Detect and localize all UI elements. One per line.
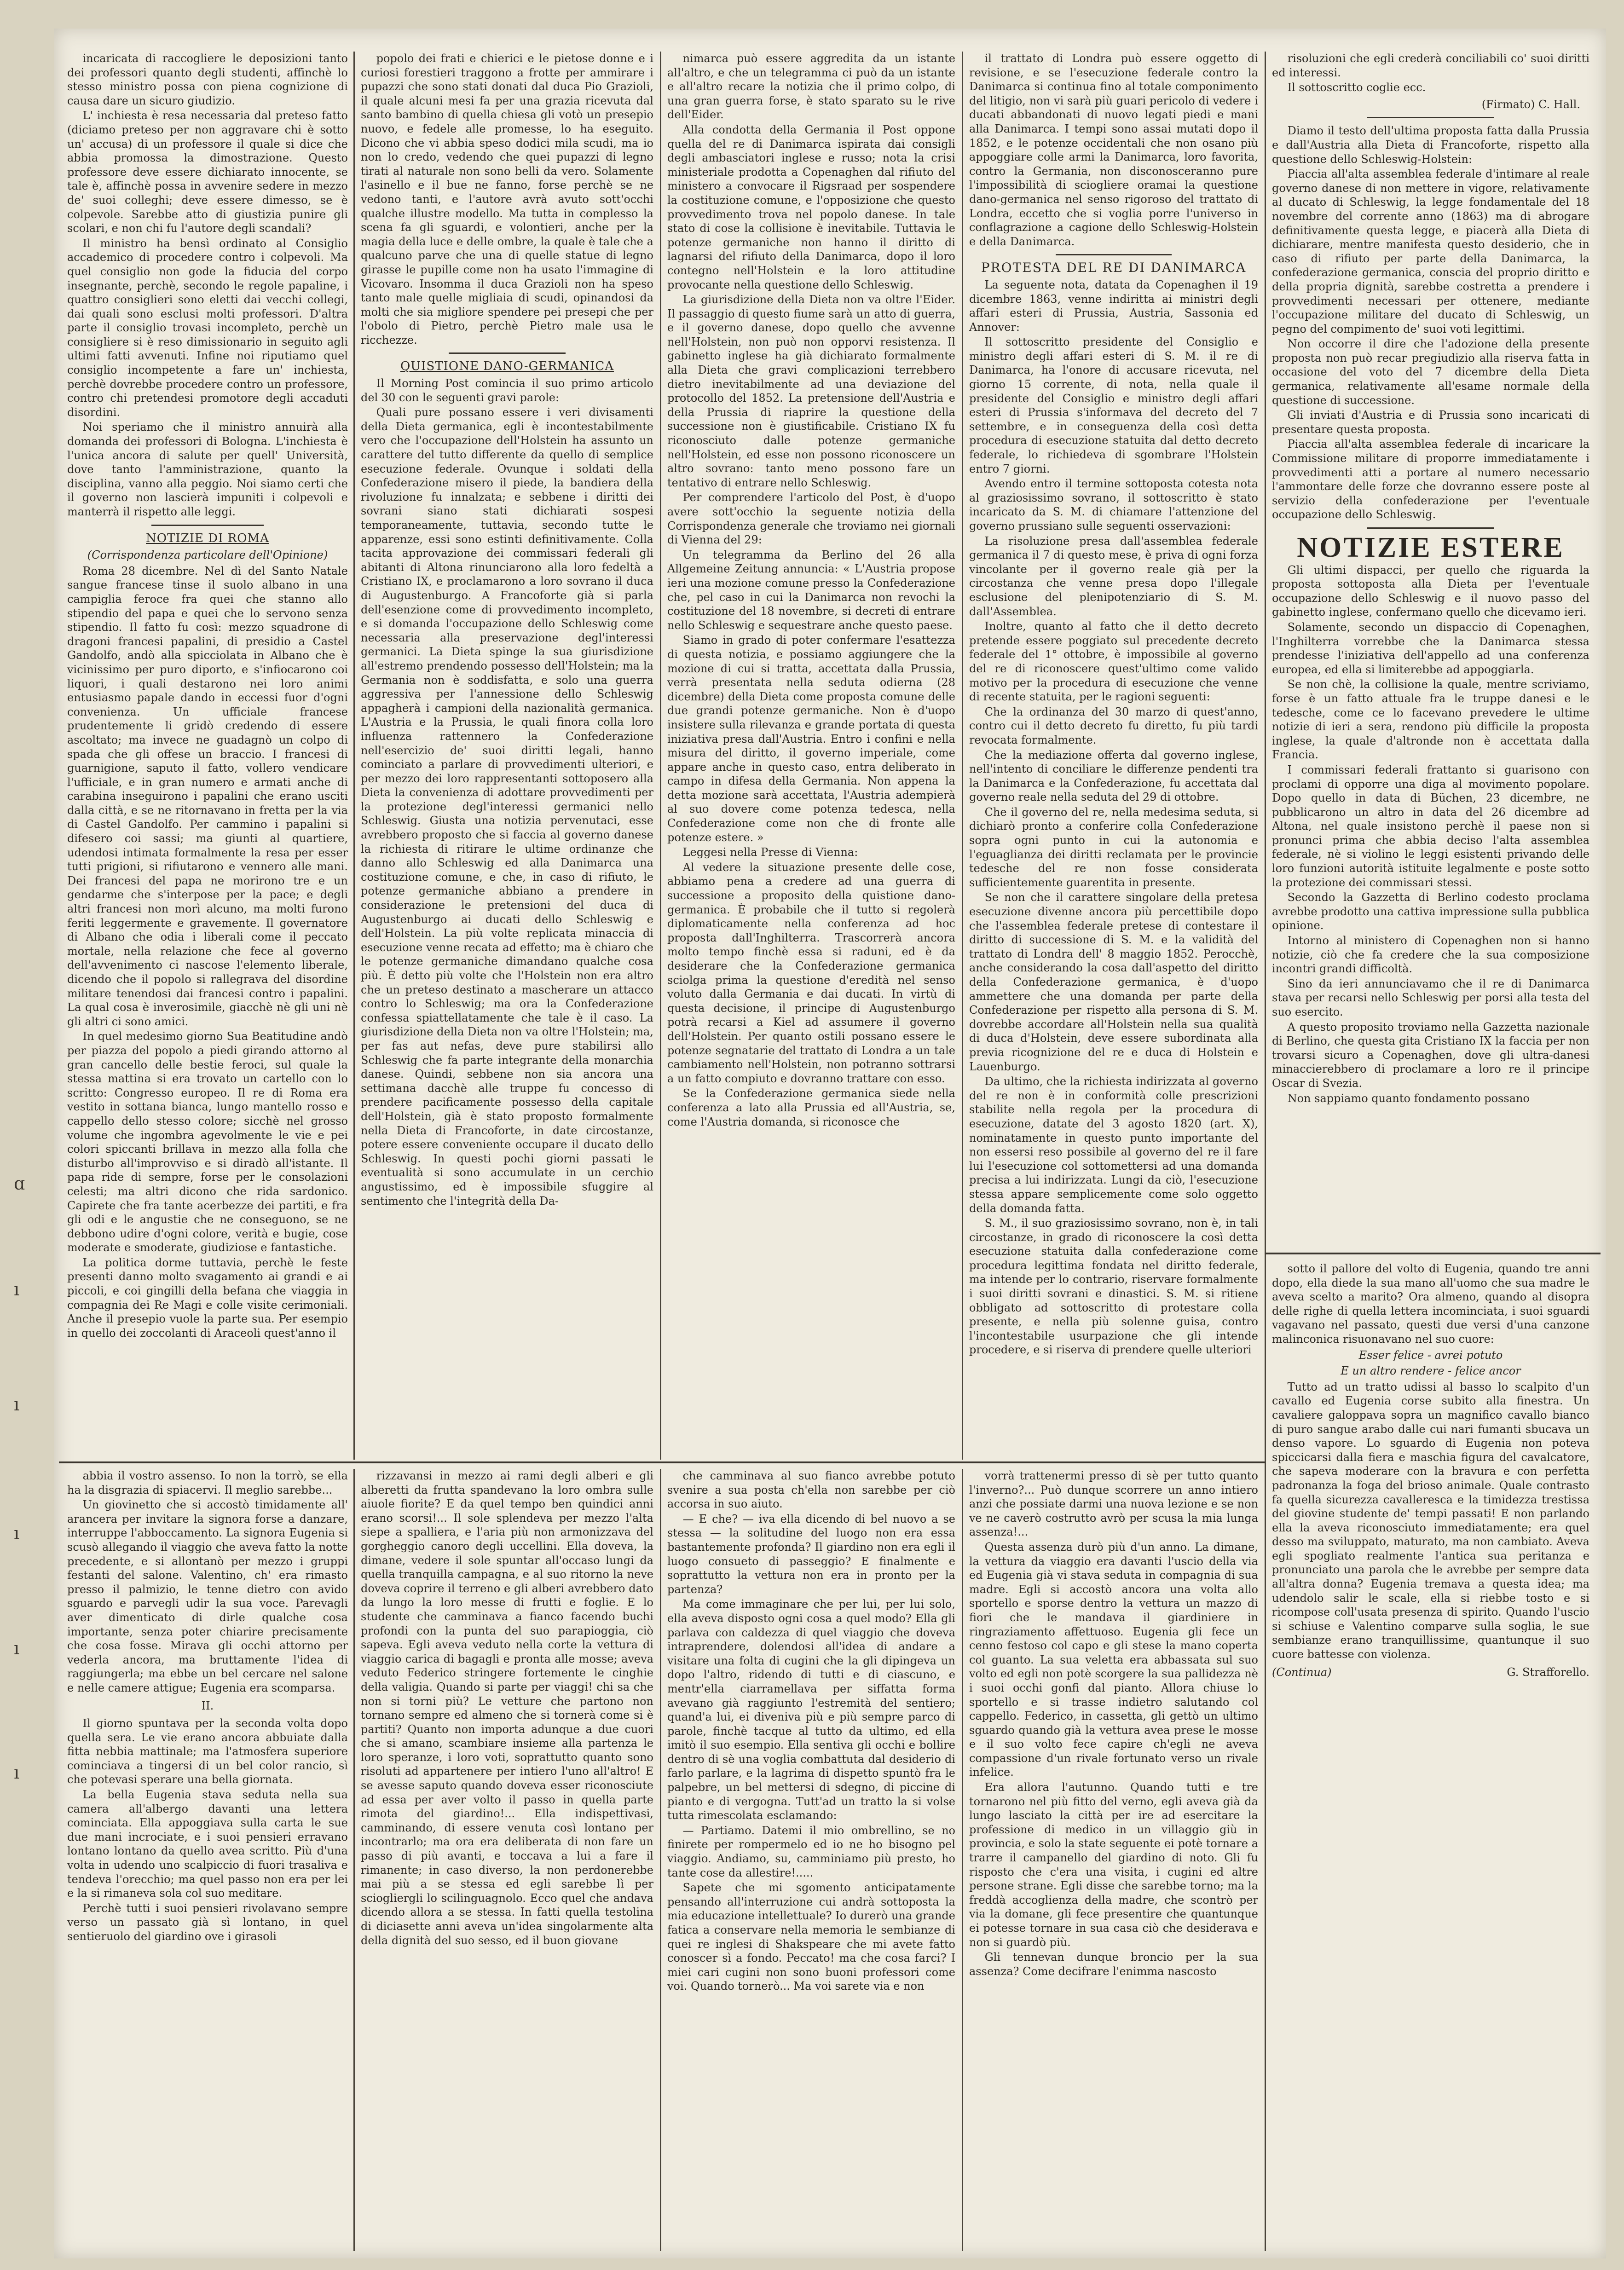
column-2-bottom bbox=[361, 1469, 653, 2251]
paragraph: Gli ultimi dispacci, per quello che riguarda la proposta sottoposta alla Dieta per l'eventuale occupazione dello Schleswig e il nuovo passo del gabinetto inglese, confermano quello che dicevamo ieri. bbox=[1272, 563, 1589, 619]
paragraph: Quali pure possano essere i veri divisamenti della Dieta germanica, egli è incontestabilmente vero che l'occupazione dell'Holstein ha assunto un carattere del tutto differente da quello di semplice esecuzione federale. Ovunque i soldati della Confederazione misero il piede, la bandiera della rivoluzione fu innalzata; e sebbene i diritti dei sovrani siano stati dichiarati sospesi temporaneamente, tuttavia, secondo tutte le apparenze, essi sono estinti definitivamente. Colla tacita approvazione dei commissari federali gli abitanti di Altona rinunciarono alla loro fedeltà a Cristiano IX, e proclamarono a loro sovrano il duca di Augustenburgo. A Francoforte già si parla dell'esenzione come di provvedimento incompleto, e si domanda l'occupazione dello Schleswig come necessaria alla preservazione degl'interessi germanici. La Dieta spinge la sua giurisdizione all'estremo prendendo possesso dell'Holstein; ma la Germania non è soddisfatta, e solo una guerra aggressiva per l'annessione dello Schleswig appagherà i campioni della nazionalità germanica. L'Austria e la Prussia, le quali finora colla loro influenza rattennero la Confederazione nell'esercizio de' suoi diritti legali, hanno cominciato a parlare di provvedimenti ulteriori, e per mezzo dei loro rappresentanti sottoposero alla Dieta la convenienza di adottare provvedimenti per la protezione degl'interessi germanici nello Schleswig. Giusta una notizia pervenutaci, esse avrebbero proposto che si faccia al governo danese la richiesta di ritirare le ultime ordinanze che danno allo Schleswig ed alla Danimarca una costituzione comune, e che, in caso di rifiuto, le potenze germaniche abbiano a prendere in considerazione le pretensioni del duca di Augustenburgo ai ducati dello Schleswig e dell'Holstein. La più volte replicata minaccia di esecuzione venne recata ad effetto; ma è chiaro che le potenze germaniche dimandano qualche cosa più. È detto più volte che l'Holstein non era altro che un preteso destinato a mascherare un attacco contro lo Schleswig; ma ora la Confederazione confessa spiattellatamente che tale è il caso. La giurisdizione della Dieta non va oltre l'Holstein; ma, per fas aut nefas, deve pure stabilirsi allo Schleswig che fa parte integrante della monarchia danese. Quindi, sebbene non sia ancora una settimana dacchè alle truppe fu concesso di prendere pacificamente possesso della capitale dell'Holstein, già è stato proposto formalmente nella Dieta di Francoforte, in date circostanze, potere essere conveniente occupare il ducato dello Schleswig. In questi pochi giorni passati le eventualità si sono accumulate in un cerchio angustissimo, ed è impossibile sfuggire al sentimento che l'integrità della Da- bbox=[361, 406, 653, 1207]
paragraph: Gli inviati d'Austria e di Prussia sono incaricati di presentare questa proposta. bbox=[1272, 409, 1589, 436]
paragraph: Sapete che mi sgomento anticipatamente pensando all'interruzione cui andrà sottoposta la mia educazione intellettuale? Io durerò una grande fatica a conservare nella memoria le sembianze di quei re inglesi di Shakspeare che mi avete fatto conoscer sì a fondo. Peccato! ma che cosa farci? I miei cari cugini non sono buoni professori come voi. Quando tornerò... Ma voi sarete via e non bbox=[667, 1881, 955, 1993]
section-divider bbox=[449, 352, 566, 354]
paragraph: Siamo in grado di poter confermare l'esattezza di questa notizia, e possiamo aggiungere che la mozione di cui si tratta, accettata dalla Prussia, verrà presentata nella seduta odierna (28 dicembre) della Dieta come proposta comune delle due grandi potenze germaniche. Non è d'uopo insistere sulla rilevanza e grande portata di questa iniziativa presa dall'Austria. Entro i confini e nella misura del diritto, il governo imperiale, come appare anche in questo caso, entra deliberato in campo in difesa della Germania. Non appena la detta mozione sarà accettata, l'Austria adempierà al suo dovere come potenza tedesca, nella Confederazione come non che di fronte alle potenze estere. » bbox=[667, 634, 955, 844]
edge-mark: ı bbox=[14, 1523, 20, 1543]
column-1-top bbox=[67, 52, 348, 1460]
paragraph: Il sottoscritto coglie ecc. bbox=[1287, 81, 1426, 94]
paragraph: Il Morning Post comincia il suo primo articolo del 30 con le seguenti gravi parole: bbox=[361, 377, 653, 404]
paragraph: Avendo entro il termine sottoposta cotesta nota al graziosissimo sovrano, il sottoscritto è stato incaricato da S. M. di chiamare l'attenzione del governo prussiano sulle seguenti osservazioni: bbox=[969, 477, 1258, 532]
edge-mark: ı bbox=[14, 1279, 20, 1300]
paragraph: rizzavansi in mezzo ai rami degli alberi e gli alberetti da frutta spandevano la loro ombra sulle aiuole fiorite? E da quel tempo ben quindici anni erano scorsi!... Il sole splendeva per mezzo l'alta siepe a spalliera, e l'aria più non armonizzava del gorgheggio canoro degli uccellini. Ella doveva, la dimane, vedere il sole spuntar all'occaso lungi da quella tranquilla campagna, e al suo ritorno la neve doveva coprire il terreno e gli alberi avrebbero dato da lungo la loro messe di frutti e foglie. E lo studente che camminava a fianco facendo buchi profondi con la punta del suo parapioggia, ciò sapeva. Egli aveva veduto nella corte la vettura di viaggio carica di bagagli e pronta alle mosse; aveva veduto Federico stringere fortemente le cinghie della valigia. Quando si parte per viaggi! chi sa che non si torni più? Le vetture che partono non tornano sempre ed almeno che si tornerà come si è partiti? Quanto non importa adunque a due cuori che si amano, scambiare insieme alla partenza le loro speranze, i loro voti, soprattutto quanto sono risoluti ad appartenere per intiero l'uno all'altro! E se avesse saputo quando doveva esser riconosciute ad essa per aver volto il passo in quella parte rimota del giardino!... Ella indispettivasi, camminando, di essere venuta così lontano per incontrarlo; ma ora era deliberata di non fare un passo di più avanti, e toccava a lui a fare il rimanente; in caso diverso, la non perdonerebbe mai più a se stessa ed egli sarebbe lì per sciogliergli lo scilinguagnolo. Ecco quel che andava dicendo allora a se stessa. In fatti quella testolina di diciasette anni aveva un'idea singolarmente alta della dignità del suo sesso, ed il buon giovane bbox=[361, 1469, 653, 1947]
section-divider bbox=[1367, 527, 1494, 529]
paragraph: Ma come immaginare che per lui, per lui solo, ella aveva disposto ogni cosa a quel modo? Ella gli parlava con caldezza di quel viaggio che doveva intraprendere, dolendosi all'idea di andare a visitare una folta di cugini che la gli dipingeva un dopo l'altro, ridendo di tutti e di ciascuno, e mentr'ella ciarramellava per siffatta forma avevano già raggiunto l'estremità del sentiero; quand'a lui, ei diveniva più e più sempre parco di parole, finchè tacque al tutto da ultimo, ed ella imitò il suo esempio. Ella sentiva gli occhi e bollire dentro di sè una voglia combattuta dal desiderio di farlo parlare, e la lagrima di dispetto spuntò fra le palpebre, un bel mettersi di sdegno, di piccine di pianto e di vergogna. Tutt'ad un tratto la si volse tutta rimescolata esclamando: bbox=[667, 1598, 955, 1822]
paragraph: La risoluzione presa dall'assemblea federale germanica il 7 di questo mese, è priva di ogni forza vincolante per il governo reale già per la circostanza che venne presa dopo l'illegale esclusione del plenipotenziario di S. M. dall'Assemblea. bbox=[969, 534, 1258, 618]
verse-line: Esser felice - avrei potuto bbox=[1358, 1348, 1503, 1362]
continua-note: (Continua) bbox=[1272, 1665, 1332, 1679]
edge-mark: ı bbox=[14, 1762, 20, 1783]
notizie-estere-heading: NOTIZIE ESTERE bbox=[1297, 532, 1565, 563]
column-rule bbox=[962, 1469, 963, 2251]
column-5-top bbox=[1272, 52, 1589, 1248]
paragraph: Intorno al ministero di Copenaghen non si hanno notizie, ciò che fa credere che la sua composizione incontri grandi difficoltà. bbox=[1272, 934, 1589, 976]
quistione-heading: QUISTIONE DANO-GERMANICA bbox=[400, 359, 614, 374]
paragraph: Non occorre il dire che l'adozione della presente proposta non può recar pregiudizio alla riserva fatta in occasione del voto del 7 dicembre della Dieta germanica, relativamente all'esame normale della questione di successione. bbox=[1272, 337, 1589, 407]
paragraph: abbia il vostro assenso. Io non la torrò, se ella ha la disgrazia di spiacervi. Il meglio sarebbe... bbox=[67, 1469, 348, 1496]
protesta-heading: PROTESTA DEL RE DI DANIMARCA bbox=[981, 260, 1247, 276]
paragraph: Il sottoscritto presidente del Consiglio e ministro degli affari esteri di S. M. il re di Danimarca, ha l'onore di accusare ricevuta, nel giorno 15 corrente, di nota, nella quale il presidente del Consiglio e ministro degli affari esteri di Prussia s'informava del decreto del 7 settembre, e in conseguenza della così detta procedura di esecuzione statuita dal detto decreto federale, lo richiedeva di sgombrare l'Holstein entro 7 giorni. bbox=[969, 335, 1258, 475]
roma-heading: NOTIZIE DI ROMA bbox=[146, 531, 269, 545]
column-2-top bbox=[361, 52, 653, 1460]
paragraph: che camminava al suo fianco avrebbe potuto svenire a sua posta ch'ella non sarebbe per ciò accorsa in suo aiuto. bbox=[667, 1469, 955, 1511]
paragraph: Solamente, secondo un dispaccio di Copenaghen, l'Inghilterra vorrebbe che la Danimarca stessa prendesse l'iniziativa dell'appello ad una conferenza europea, ed ella si limiterebbe ad appoggiarla. bbox=[1272, 620, 1589, 676]
paragraph: — Partiamo. Datemi il mio ombrellino, se no finirete per rompermelo ed io ne ho bisogno pel viaggio. Andiamo, su, camminiamo più presto, ho tante cose da allestire!..... bbox=[667, 1824, 955, 1879]
paragraph: I commissari federali frattanto si guarisono con proclami di opporre una diga al movimento popolare. Dopo quello in data di Büchen, 23 dicembre, ne pubblicarono un altro in data del 26 dicembre ad Altona, nel quale insistono perchè il paese non si pronunci prima che abbia deciso l'alta assemblea federale, nè si violino le leggi esistenti privando delle loro funzioni autorità istituite legalmente e poste sotto la protezione dei commissari stessi. bbox=[1272, 763, 1589, 889]
paragraph: Se non chè, la collisione la quale, mentre scriviamo, forse è un fatto attuale fra le truppe danesi e le tedesche, come ce lo facevano prevedere le ultime notizie di ieri a sera, rendono più difficile la proposta inglese, la quale d'altronde non è accettata dalla Francia. bbox=[1272, 678, 1589, 762]
paragraph: Al vedere la situazione presente delle cose, abbiamo pena a credere ad una guerra di successione a proposito della quistione dano-germanica. È probabile che il tutto si regolerà diplomaticamente nella conferenza ad hoc proposta dall'Inghilterra. Trascorrerà ancora molto tempo finchè essa si raduni, ed è da desiderare che la Confederazione germanica sciolga prima la questione d'eredità nel senso voluto dalla Germania e dai ducati. In virtù di questa decisione, il principe di Augustenburgo potrà recarsi a Kiel ad assumere il governo dell'Holstein. Per quanto ostili possano essere le potenze segnatarie del trattato di Londra a un tale cambiamento nell'Holstein, non potranno sottrarsi a un fatto compiuto e dovranno trattare con esso. bbox=[667, 861, 955, 1085]
paragraph: Secondo la Gazzetta di Berlino codesto proclama avrebbe prodotto una cattiva impressione sulla pubblica opinione. bbox=[1272, 891, 1589, 932]
section-divider bbox=[151, 525, 264, 526]
section-divider bbox=[1367, 117, 1494, 118]
chapter-number: II. bbox=[201, 1699, 214, 1712]
paragraph: La giurisdizione della Dieta non va oltre l'Eider. Il passaggio di questo fiume sarà un atto di guerra, e il governo danese, dopo quello che avvenne nell'Holstein, non può non opporvi resistenza. Il gabinetto inglese ha già dichiarato formalmente alla Dieta che gravi complicazioni terrebbero dietro inevitabilmente ad una deviazione del protocollo del 1852. La pretensione dell'Austria e della Prussia di riaprire la questione della successione non è giustificabile. Cristiano IX fu riconosciuto dalle potenze germaniche nell'Holstein, ed esse non possono riconoscere un altro sovrano: tanto meno possono fare un tentativo di entrare nello Schleswig. bbox=[667, 293, 955, 489]
paragraph: Questa assenza durò più d'un anno. La dimane, la vettura da viaggio era davanti l'uscio della via ed Eugenia già vi stava seduta in compagnia di sua madre. Egli si accostò ancora una volta allo sportello e sporse dentro la vettura un mazzo di fiori che le mandava il giardiniere in ringraziamento affettuoso. Eugenia gli fece un cenno festoso col capo e gli stese la mano coperta col guanto. La sua veletta era abbassata sul suo volto ed egli non potè scorgere la sua pallidezza nè i suoi occhi gonfi dal pianto. Allora chiuse lo sportello e si trasse indietro salutando col cappello. Federico, in cassetta, gli gettò un ultimo sguardo quando già la vettura avea prese le mosse e il suo volto fece capire ch'egli ne aveva compassione d'un rivale fortunato verso un rivale infelice. bbox=[969, 1540, 1258, 1779]
column-1-bottom bbox=[67, 1469, 348, 2251]
paragraph: La seguente nota, datata da Copenaghen il 19 dicembre 1863, venne indiritta ai ministri degli affari esteri di Prussia, Austria, Sassonia ed Annover: bbox=[969, 278, 1258, 334]
paragraph: Il ministro ha bensì ordinato al Consiglio accademico di procedere contro i colpevoli. Ma quel consiglio non gode la fiducia del corpo insegnante, perchè, secondo le regole papaline, i quattro consiglieri sono eletti dai vecchi collegi, dai quali sono esclusi molti professori. D'altra parte il consiglio trovasi incompleto, perchè un consigliere si è reso dimissionario in seguito agli ultimi fatti avvenuti. Infine noi riputiamo quel consiglio incompetente a fare un' inchiesta, perchè dovrebbe procedere contro un professore, contro chi pretendesi promotore degli accaduti disordini. bbox=[67, 237, 348, 419]
paragraph: Alla condotta della Germania il Post oppone quella del re di Danimarca ispirata dai consigli degli ambasciatori inglese e russo; nota la crisi ministeriale prodotta a Copenaghen dal rifiuto del ministero a convocare il Rigsraad per sospendere la costituzione comune, e l'opposizione che questo provvedimento trova nel popolo danese. In tale stato di cose la collisione è inevitabile. Tuttavia le potenze germaniche non hanno il diritto di lagnarsi del rifiuto della Danimarca, dopo il loro contegno nell'Holstein e la loro attitudine provocante nella questione dello Schleswig. bbox=[667, 123, 955, 291]
column-4-top bbox=[969, 52, 1258, 1460]
paragraph: In quel medesimo giorno Sua Beatitudine andò per piazza del popolo a piedi girando attorno al gran cancello delle bestie feroci, sul quale la stessa mattina si era trovato un cartello con lo scritto: Congresso europeo. Il re di Roma era vestito in sottana bianca, lungo mantello rosso e cappello dello stesso colore; sicchè nel grosso volume che ingombra agevolmente le vie e pei colori spiccanti brillava in mezzo alla folla che disturbo all'improvviso e si diradò all'istante. Il papa ride di sempre, forse per le consolazioni celesti; ma altri dicono che rida sardonico. Capirete che fra tante acerbezze dei partiti, e fra gli odi e le angustie che ne conseguono, se ne debbono udire d'ogni colore, verità e bugie, cose moderate e smoderate, giudiziose e fantastiche. bbox=[67, 1030, 348, 1254]
column-rule bbox=[1265, 1257, 1266, 2251]
paragraph: La politica dorme tuttavia, perchè le feste presenti danno molto svagamento ai grandi e ai piccoli, e coi gingilli della befana che viaggia in compagnia dei Re Magi e colle visite cerimoniali. Anche il presepio vuole la parte sua. Per esempio in quello dei zoccolanti di Araceoli quest'anno il bbox=[67, 1256, 348, 1340]
paragraph: Non sappiamo quanto fondamento possano bbox=[1287, 1092, 1530, 1105]
verse-line: E un altro rendere - felice ancor bbox=[1341, 1364, 1521, 1378]
paragraph: Che la ordinanza del 30 marzo di quest'anno, contro cui il detto decreto fu diretto, fu più tardi revocata formalmente. bbox=[969, 705, 1258, 746]
author-signature: G. Strafforello. bbox=[1507, 1665, 1589, 1679]
paragraph: popolo dei frati e chierici e le pietose donne e i curiosi forestieri traggono a frotte per ammirare i pupazzi che sono stati donati dal duca Pio Grazioli, il quale alcuni mesi fa per una grazia ricevuta dal santo bambino di quella chiesa gli votò un presepio nuovo, e fedele alle promesse, lo ha eseguito. Dicono che vi abbia speso dodici mila scudi, ma io non lo credo, vedendo che quei pupazzi di legno tirati al naturale non sono belli da vero. Solamente l'asinello e il bue ne fanno, forse perchè se ne vedono tanti, e l'autore avrà avuto sott'occhi qualche illustre modello. Ma tutta in complesso la scena fa gli sguardi, e volontieri, anche per la magia della luce e delle ombre, la quale è tale che a qualcuno parve che una di quelle statue di legno girasse le pupille come non ha usato l'immagine di Vicovaro. Insomma il duca Grazioli non ha speso tanto male quelle migliaia di scudi, opinandosi da molti che sia migliore spendere pei presepi che per l'obolo di Pietro, perchè Pietro male usa le ricchezze. bbox=[361, 52, 653, 347]
roma-subheading: (Corrispondenza particolare dell'Opinione) bbox=[87, 549, 328, 562]
column-3-top bbox=[667, 52, 955, 1460]
paragraph: Un telegramma da Berlino del 26 alla Allgemeine Zeitung annuncia: « L'Austria propose ieri una mozione comune presso la Confederazione che, pel caso in cui la Danimarca non revochi la costituzione del 18 novembre, si decreti di entrare nello Schleswig e sequestrare anche questo paese. bbox=[667, 548, 955, 632]
paragraph: Un giovinetto che si accostò timidamente all' arancera per invitare la signora forse a danzare, interruppe l'abboccamento. La signora Eugenia si scusò allegando il viaggio che aveva fatto la notte precedente, e si allontanò per mezzo i gruppi festanti del salone. Valentino, ch' era rimasto presso il palmizio, le tenne dietro con avido sguardo e parvegli udir la sua voce. Parevagli aver dimenticato di dirle qualche cosa importante, senza poter chiarire precisamente che cosa fosse. Mirava gli occhi attorno per vederla ancora, ma bruttamente l'idea di raggiungerla; ma ebbe un bel cercare nel salone e nelle camere attigue; Eugenia era scomparsa. bbox=[67, 1498, 348, 1694]
paragraph: Tutto ad un tratto udissi al basso lo scalpito d'un cavallo ed Eugenia corse subito alla finestra. Un cavaliere galoppava sopra un magnifico cavallo bianco di puro sangue arabo dalle cui nari fumanti sbucava un denso vapore. Lo sguardo di Eugenia non poteva spiccicarsi dalla fiera e maschia figura del cavalcatore, che sapeva moderare con la bravura e con perfetta padronanza la foga del brioso animale. Quale contrasto fa quella sicurezza cavalleresca e la timidezza trestissa del giovine studente de' tempi passati! E non parlando ella la aveva riconosciuto immediatamente; era quel desso ma sviluppato, maturato, ma non cambiato. Aveva egli spogliato realmente l'antica sua peritanza e pronunciato una parola che le avrebbe per sempre data all'altra donna? Eugenia tremava a questa idea; ma udendolo salir le scale, ella si riebbe tosto e si ricompose coll'usata presenza di spirito. Quando l'uscio si schiuse e Valentino comparve sulla soglia, le sue sembianze erano tranquillissime, quantunque il suo cuore battesse con violenza. bbox=[1272, 1380, 1589, 1661]
paragraph: Gli tennevan dunque broncio per la sua assenza? Come decifrare l'enimma nascosto bbox=[969, 1951, 1258, 1978]
column-rule bbox=[353, 52, 355, 1460]
column-4-bottom bbox=[969, 1469, 1258, 2251]
signature: (Firmato) C. Hall. bbox=[1481, 98, 1580, 111]
newspaper-page bbox=[54, 29, 1606, 2258]
paragraph: Perchè tutti i suoi pensieri rivolavano sempre verso un passato già sì lontano, in quel sentieruolo del giardino ove i girasoli bbox=[67, 1901, 348, 1943]
paragraph: Che la mediazione offerta dal governo inglese, nell'intento di conciliare le differenze pendenti tra la Danimarca e la Confederazione, fu accettata dal governo reale nella seduta del 29 di ottobre. bbox=[969, 748, 1258, 804]
paragraph: nimarca può essere aggredita da un istante all'altro, e che un telegramma ci può da un istante e all'altro recare la notizia che il primo colpo, di una gran guerra forse, è stato sparato su le rive dell'Eider. bbox=[667, 52, 955, 121]
paragraph: sotto il pallore del volto di Eugenia, quando tre anni dopo, ella diede la sua mano all'uomo che sua madre le aveva scelto a marito? Ora almeno, quando al disopra delle righe di quella lettera incominciata, i suoi sguardi vagavano nel passato, questi due versi d'una canzone malinconica risuonavano nel suo cuore: bbox=[1272, 1262, 1589, 1346]
paragraph: Piaccia all'alta assemblea federale d'intimare al reale governo danese di non mettere in vigore, relativamente al ducato di Schleswig, la legge fondamentale del 18 novembre del corrente anno (1863) ma di abrogare definitivamente questa legge, e piacerà alla Dieta di dichiarare, mentre manifesta questo desiderio, che in caso di rifiuto per parte della Danimarca, la confederazione germanica, conscia del proprio diritto e della propria dignità, sarebbe costretta a prendere i provvedimenti necessari per ottenere, mediante l'occupazione militare del ducato di Schleswig, un pegno del compimento de' suoi voti legittimi. bbox=[1272, 168, 1589, 335]
paragraph: Se la Confederazione germanica siede nella conferenza a lato alla Prussia ed all'Austria, se, come l'Austria domanda, si riconosce che bbox=[667, 1087, 955, 1128]
paragraph: Da ultimo, che la richiesta indirizzata al governo del re non è in conformità colle prescrizioni stabilite nella regola per la procedura di esecuzione, datate del 3 agosto 1820 (art. X), nominatamente in questo punto importante del non essersi reso possibile al governo del re il fare lui l'esecuzione col sottomettersi ad una domanda precisa a lui indirizzata. Lungi da ciò, l'esecuzione stessa appare semplicemente come solo oggetto della domanda fatta. bbox=[969, 1075, 1258, 1215]
paragraph: incaricata di raccogliere le deposizioni tanto dei professori quanto degli studenti, affinchè lo stesso ministro possa con piena cognizione di causa dare un sicuro giudizio. bbox=[67, 52, 348, 107]
column-rule bbox=[660, 52, 661, 1460]
bologna-article bbox=[67, 52, 348, 519]
column-3-bottom bbox=[667, 1469, 955, 2251]
paragraph: A questo proposito troviamo nella Gazzetta nazionale di Berlino, che questa gita Cristiano IX la faccia per non trovarsi sicuro a Copenaghen, dove gli ultra-danesi minaccierebbero di proclamare a loro re il principe Oscar di Svezia. bbox=[1272, 1020, 1589, 1090]
paragraph: Diamo il testo dell'ultima proposta fatta dalla Prussia e dall'Austria alla Dieta di Francoforte, rispetto alla questione dello Schleswig-Holstein: bbox=[1272, 124, 1589, 166]
paragraph: Sino da ieri annunciavamo che il re di Danimarca stava per recarsi nello Schleswig per porsi alla testa del suo esercito. bbox=[1272, 977, 1589, 1018]
paragraph: il trattato di Londra può essere oggetto di revisione, e se l'esecuzione federale contro la Danimarca si continua fino al totale componimento del litigio, non vi sarà più guari pericolo di vedere i ducati abbandonati di nuovo legati piedi e mani alla Danimarca. I tempi sono assai mutati dopo il 1852, e le potenze occidentali che non osano più appoggiare colle armi la Danimarca, loro favorita, contro la Germania, non disconosceranno pure l'impossibilità di sciogliere oramai la questione dano-germanica nel senso rigoroso del trattato di Londra, eccetto che si voglia porre l'universo in conflagrazione a cagione dello Schleswig-Holstein e della Danimarca. bbox=[969, 52, 1258, 248]
feuilleton-rule bbox=[59, 1461, 1265, 1463]
paragraph: Il giorno spuntava per la seconda volta dopo quella sera. Le vie erano ancora abbuiate dalla fitta nebbia mattinale; ma l'atmosfera superiore cominciava a tingersi di un bel color rancio, sì che potevasi sperare una bella giornata. bbox=[67, 1717, 348, 1786]
paragraph: Per comprendere l'articolo del Post, è d'uopo avere sott'occhio la seguente notizia della Corrispondenza generale che troviamo nei giornali di Vienna del 29: bbox=[667, 491, 955, 547]
section-divider bbox=[1056, 254, 1171, 255]
paragraph: vorrà trattenermi presso di sè per tutto quanto l'inverno?... Può dunque scorrere un anno intiero anzi che possiate darmi una nuova lezione e se non ve ne caverò costrutto avrò per scusa la mia lunga assenza!... bbox=[969, 1469, 1258, 1539]
column-rule bbox=[962, 52, 963, 1460]
paragraph: Piaccia all'alta assemblea federale di incaricare la Commissione militare di proporre immediatamente i provvedimenti atti a portare al numero necessario l'ammontare delle forze che dovranno essere poste al servizio della confederazione per l'eventuale occupazione dello Schleswig. bbox=[1272, 438, 1589, 521]
paragraph: Se non che il carattere singolare della pretesa esecuzione divenne ancora più percettibile dopo che l'assemblea federale pretese di contestare il diritto di successione di S. M. e la validità del trattato di Londra dell' 8 maggio 1852. Perocchè, anche considerando la cosa dall'aspetto del diritto della Confederazione germanica, è d'uopo ammettere che una domanda per parte della Confederazione per rispetto alla persona di S. M. dovrebbe accordare all'Holstein nella sua qualità di duca d'Holstein, deve essere subordinata alla previa ricognizione del re e duca di Holstein e Lauenburgo. bbox=[969, 891, 1258, 1073]
paragraph: Era allora l'autunno. Quando tutti e tre tornarono nel più fitto del verno, egli aveva già da lungo lasciato la città per ire ad esercitare la professione di medico in un villaggio giù in provincia, e solo la state seguente ei potè tornare a trarre il campanello del giardino di noto. Gli fu risposto che c'era una visita, i cugini ed altre persone strane. Egli disse che sarebbe torno; ma la freddà accoglienza della madre, che scontrò per via la domane, gli fece presentire che quantunque ei potesse tornare in sua casa ciò che desiderava e non si guardò più. bbox=[969, 1781, 1258, 1949]
paragraph: — E che? — iva ella dicendo di bel nuovo a se stessa — la solitudine del luogo non era essa bastantemente profonda? Il giardino non era egli il luogo consueto di passeggio? E finalmente e soprattutto la vettura non era in pronto per la partenza? bbox=[667, 1512, 955, 1596]
column-rule bbox=[353, 1469, 355, 2251]
paragraph: L' inchiesta è resa necessaria dal preteso fatto (diciamo preteso per non aggravare chi è sotto un' accusa) di un professore il quale si dice che abbia promossa la dimostrazione. Questo professore deve essere dichiarato innocente, se tale è, affinchè possa in avvenire sedere in mezzo de' suoi colleghi; deve essere dimesso, se è colpevole. Sarebbe atto di giustizia punire gli scolari, e non chi fu l'autore degli scandali? bbox=[67, 109, 348, 235]
paragraph: risoluzioni che egli crederà conciliabili co' suoi diritti ed interessi. bbox=[1272, 52, 1589, 79]
serial-signoff bbox=[1272, 1665, 1589, 1680]
paragraph: Noi speriamo che il ministro annuirà alla domanda dei professori di Bologna. L'inchiesta è l'unica ancora di salute per quell' Università, dove tanto l'amministrazione, quanto la disciplina, vanno alla peggio. Noi siamo certi che il governo non lascierà impuniti i colpevoli e manterrà il rispetto alle leggi. bbox=[67, 421, 348, 518]
scan-edge-marks bbox=[14, 1173, 41, 1910]
paragraph: Che il governo del re, nella medesima seduta, si dichiarò pronto a conferire colla Confederazione sopra ogni punto in cui la autonomia e l'eguaglianza dei diritti reclamata per le provincie tedesche del re non fosse considerata sufficientemente guarentita in presente. bbox=[969, 805, 1258, 889]
paragraph: Inoltre, quanto al fatto che il detto decreto pretende essere poggiato sul precedente decreto federale del 1° ottobre, è impossibile al governo del re di riconoscere quest'ultimo come valido motivo per la procedura di esecuzione che venne di recente statuita, per le ragioni seguenti: bbox=[969, 620, 1258, 704]
paragraph: Roma 28 dicembre. Nel dì del Santo Natale sangue francese tinse il suolo albano in una campiglia feroce fra quei che stanno allo stipendio del papa e quei che lo servono senza stipendio. Il fatto fu così: mezzo squadrone di dragoni francesi papalini, di presidio a Castel Gandolfo, andò alla spicciolata in Albano che è vicinissimo per puro diporto, e s'infiocarono coi liquori, i quali destarono nei loro animi entusiasmo papale dando in eccessi fuor d'ogni convenienza. Un ufficiale francese prudentemente li gridò credendo di essere ascoltato; ma invece ne guadagnò un colpo di spada che gli offese un braccio. I francesi di guarnigione, saputo il fatto, vollero vendicare l'ufficiale, e in gran numero e armati anche di carabina inseguirono i papalini che erano usciti dalla città, e se ne ritornavano in fretta per la via di Castel Gandolfo. Per cammino i papalini si difesero coi sassi; ma giunti al quartiere, udendosi intimata formalmente la resa per esser tutti prigioni, si rifiutarono e vennero alle mani. Dei francesi del papa ne morirono tre e un gendarme che s'interpose per la pace; e degli altri francesi non morì alcuno, ma molti furono feriti leggermente e gravemente. Il governatore di Albano che odia i liberali come il peccato mortale, nella relazione che fece al governo dell'avvenimento ci nascose l'elemento liberale, dicendo che il popolo si rallegrava del disordine militare tenendosi dai francesi contro i papalini. La qual cosa è inverosimile, giacchè nè gli uni nè gli altri ci sono amici. bbox=[67, 564, 348, 1028]
edge-mark: ı bbox=[14, 1394, 20, 1415]
column-5-bottom bbox=[1272, 1262, 1589, 2251]
column-rule bbox=[1265, 52, 1266, 1460]
paragraph: La bella Eugenia stava seduta nella sua camera all'albergo davanti una lettera cominciata. Ella appoggiava sulla carta le sue due mani incrociate, e i suoi pensieri erravano lontano lontano da quello avea scritto. Più d'una volta in udendo uno scalpiccio di fuori trasaliva e tendeva l'orecchio; ma quel passo non era per lei e la si rimaneva sola col suo meditare. bbox=[67, 1788, 348, 1900]
paragraph: S. M., il suo graziosissimo sovrano, non è, in tali circostanze, in grado di riconoscere la così detta esecuzione statuita dalla confederazione come procedura legittima fondata nel diritto federale, ma intende per lo contrario, riservare formalmente i suoi diritti sovrani e dinastici. S. M. si ritiene obbligato ad sottoscritto di protestare colla presente, e nella più solenne guisa, contro l'incontestabile usurpazione che gli intende procedere, e si riserva di prendere quelle ulteriori bbox=[969, 1217, 1258, 1357]
paragraph: Leggesi nella Presse di Vienna: bbox=[682, 846, 858, 859]
edge-mark: ı bbox=[14, 1638, 20, 1658]
column-rule bbox=[660, 1469, 661, 2251]
edge-mark: ɑ bbox=[14, 1173, 25, 1194]
feuilleton-rule bbox=[1265, 1253, 1601, 1254]
